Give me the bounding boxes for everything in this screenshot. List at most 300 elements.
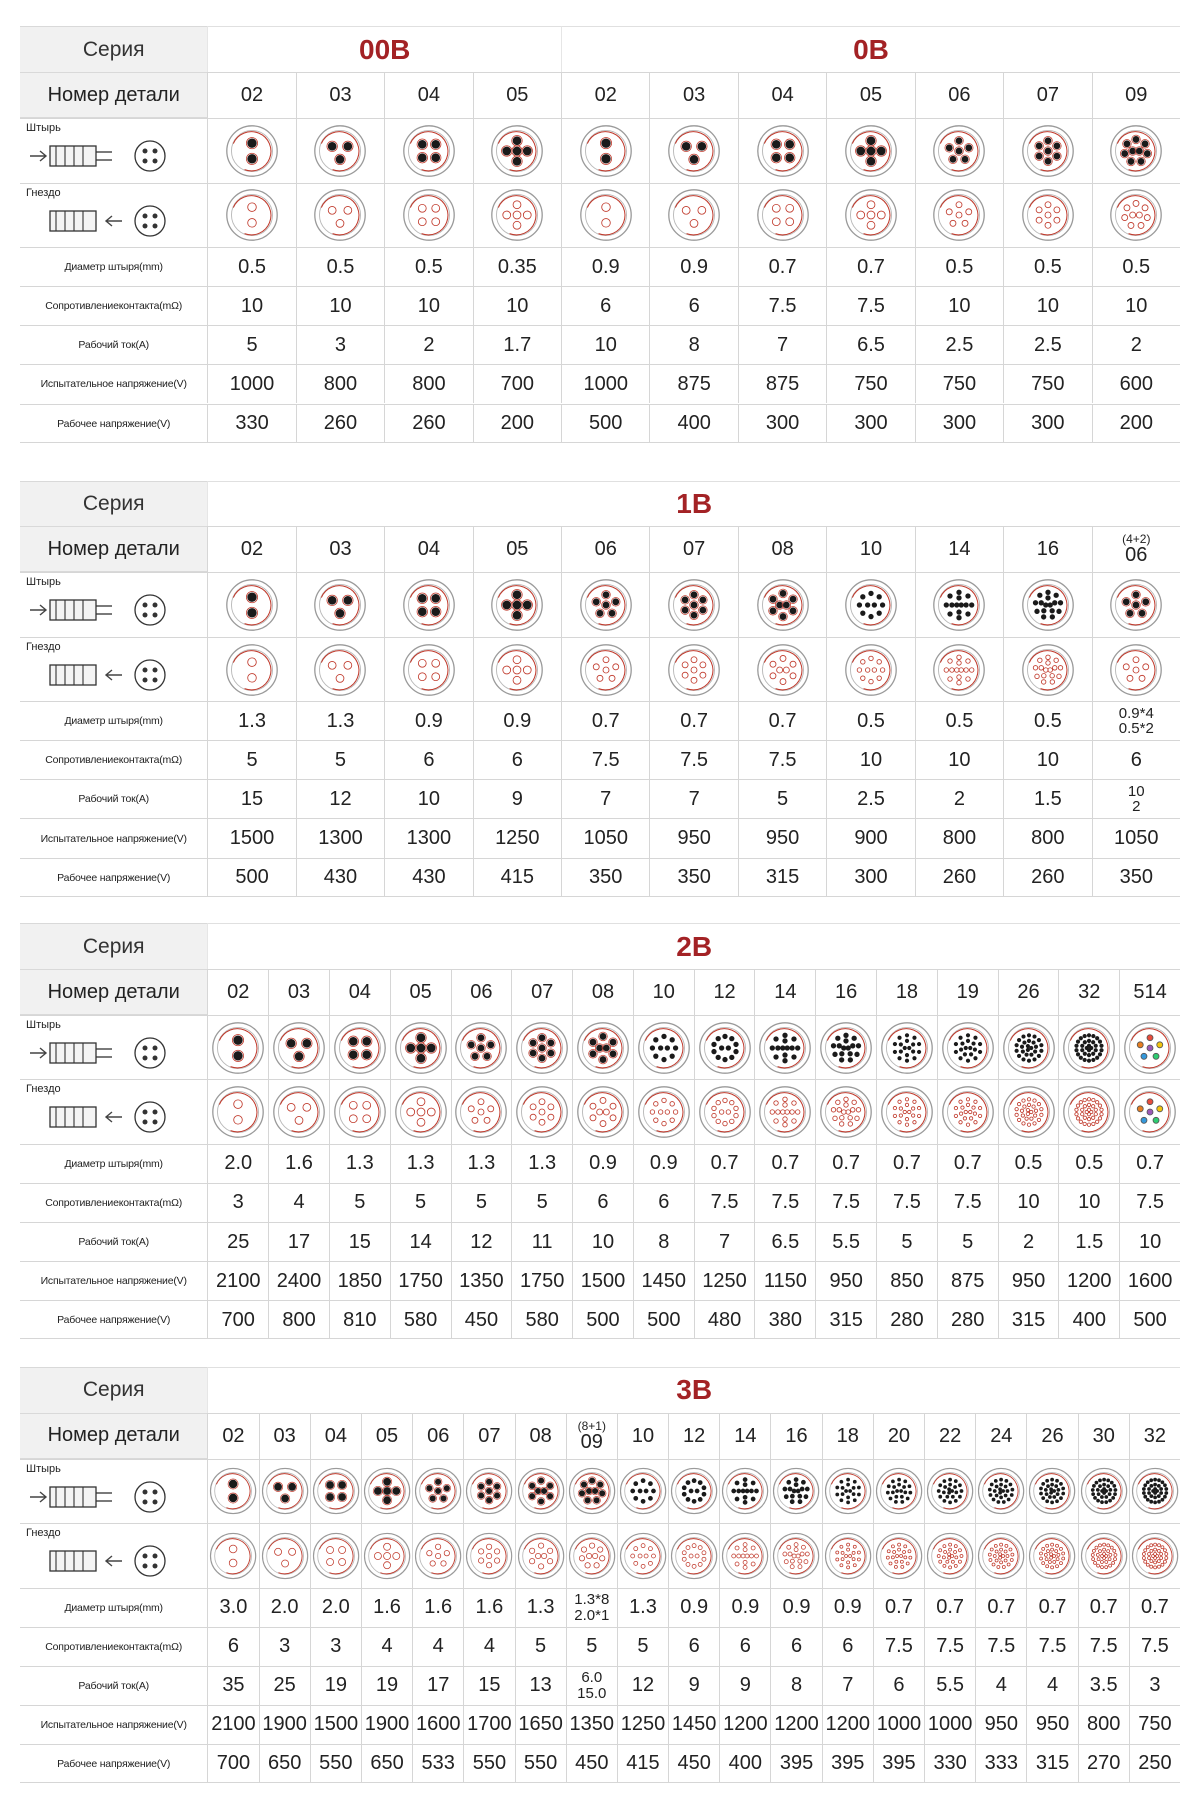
- spec-value: 6: [207, 1627, 258, 1666]
- series-name: 3B: [207, 1367, 1180, 1413]
- spec-value: 35: [207, 1666, 258, 1705]
- pin-face-icon: [514, 1020, 570, 1076]
- pin-label: Штырь: [26, 122, 61, 135]
- socket-face-cell: [268, 1079, 329, 1143]
- spec-value: 1200: [822, 1705, 873, 1744]
- spec-value: 5: [207, 325, 295, 364]
- socket-face-cell: [390, 1079, 451, 1143]
- pin-face-cell: [826, 572, 914, 636]
- series-name: 0B: [561, 26, 1180, 72]
- spec-value: 415: [473, 858, 561, 897]
- pin-face-cell: [384, 118, 472, 182]
- pin-face-cell: [1078, 1459, 1129, 1523]
- pin-face-icon: [567, 1463, 617, 1519]
- pin-face-cell: [719, 1459, 770, 1523]
- spec-value: 10: [296, 286, 384, 325]
- part-number: 32: [1058, 969, 1119, 1015]
- socket-face-cell: [770, 1523, 821, 1587]
- socket-face-icon: [976, 1528, 1026, 1584]
- spec-value: 395: [873, 1744, 924, 1783]
- socket-face-icon: [925, 1528, 975, 1584]
- socket-row-label: [20, 1523, 207, 1587]
- spec-value: 7: [738, 325, 826, 364]
- spec-value: 800: [296, 364, 384, 403]
- series-label: Серия: [20, 481, 207, 527]
- spec-table-3B: [20, 1367, 1180, 1783]
- spec-row-label: Рабочий ток(A): [20, 1666, 207, 1705]
- pin-row-label: [20, 572, 207, 636]
- spec-value: 600: [1092, 364, 1180, 403]
- spec-value: 11: [511, 1222, 572, 1261]
- pin-face-icon: [843, 123, 899, 179]
- spec-value: 280: [876, 1300, 937, 1339]
- pin-face-cell: [511, 1015, 572, 1079]
- socket-face-cell: [826, 637, 914, 701]
- spec-value: 7.5: [738, 286, 826, 325]
- part-number: 16: [815, 969, 876, 1015]
- spec-value: 1200: [770, 1705, 821, 1744]
- spec-value: 1500: [572, 1261, 633, 1300]
- spec-value: 950: [1026, 1705, 1077, 1744]
- socket-face-cell: [561, 183, 649, 247]
- spec-value: 1.3: [296, 701, 384, 740]
- spec-value: 7: [561, 779, 649, 818]
- spec-value: 1650: [515, 1705, 566, 1744]
- spec-row-label: Сопротивлениеконтакта(mΩ): [20, 740, 207, 779]
- spec-value: 3: [259, 1627, 310, 1666]
- spec-value: 0.35: [473, 247, 561, 286]
- socket-face-cell: [915, 183, 1003, 247]
- spec-value: 9: [668, 1666, 719, 1705]
- spec-value: 15: [207, 779, 295, 818]
- part-number-label: Номер детали: [20, 72, 207, 118]
- spec-value: 1.6: [268, 1144, 329, 1183]
- socket-face-icon: [931, 187, 987, 243]
- spec-value: 5: [515, 1627, 566, 1666]
- spec-value: 10: [384, 779, 472, 818]
- socket-face-icon: [1020, 187, 1076, 243]
- pin-face-icon: [1001, 1020, 1057, 1076]
- pin-label: Штырь: [26, 1019, 61, 1032]
- spec-value: 6: [668, 1627, 719, 1666]
- socket-face-icon: [260, 1528, 310, 1584]
- spec-value: 850: [876, 1261, 937, 1300]
- series-label: Серия: [20, 923, 207, 969]
- spec-value: 6: [822, 1627, 873, 1666]
- pin-face-cell: [515, 1459, 566, 1523]
- pin-face-cell: [915, 118, 1003, 182]
- socket-face-icon: [401, 642, 457, 698]
- pin-face-cell: [1129, 1459, 1180, 1523]
- spec-value: 0.9: [770, 1588, 821, 1627]
- table-bottom-border: [20, 442, 1180, 443]
- spec-value: 1.6: [412, 1588, 463, 1627]
- spec-value: 0.5: [296, 247, 384, 286]
- socket-face-cell: [473, 637, 561, 701]
- socket-face-cell: [572, 1079, 633, 1143]
- socket-face-cell: [975, 1523, 1026, 1587]
- spec-value: [1092, 701, 1180, 740]
- socket-face-icon: [578, 642, 634, 698]
- part-number: 05: [826, 72, 914, 118]
- socket-side-view-icon: [26, 199, 176, 239]
- spec-value: 5: [329, 1183, 390, 1222]
- part-number: 02: [207, 526, 295, 572]
- socket-face-icon: [578, 187, 634, 243]
- pin-face-icon: [755, 123, 811, 179]
- spec-value: 5: [207, 740, 295, 779]
- spec-value: 10: [561, 325, 649, 364]
- spec-value: 750: [1129, 1705, 1180, 1744]
- spec-value: 4: [975, 1666, 1026, 1705]
- spec-value: 6: [770, 1627, 821, 1666]
- pin-face-cell: [207, 1459, 258, 1523]
- socket-face-cell: [207, 1079, 268, 1143]
- spec-value: 800: [268, 1300, 329, 1339]
- spec-value: 580: [390, 1300, 451, 1339]
- spec-value: 900: [826, 818, 914, 857]
- socket-face-cell: [473, 183, 561, 247]
- part-number: 04: [384, 526, 472, 572]
- pin-face-cell: [207, 1015, 268, 1079]
- spec-value: 0.7: [873, 1588, 924, 1627]
- spec-table-00B-0B: [20, 26, 1180, 442]
- spec-row-label: Рабочее напряжение(V): [20, 858, 207, 897]
- spec-value: 0.9: [822, 1588, 873, 1627]
- part-number: 02: [561, 72, 649, 118]
- socket-face-cell: [668, 1523, 719, 1587]
- pin-face-cell: [473, 118, 561, 182]
- spec-value: 0.5: [1092, 247, 1180, 286]
- spec-value: 9: [719, 1666, 770, 1705]
- spec-value: 5: [511, 1183, 572, 1222]
- socket-face-cell: [822, 1523, 873, 1587]
- socket-face-icon: [224, 187, 280, 243]
- pin-face-cell: [296, 572, 384, 636]
- pin-face-icon: [464, 1463, 514, 1519]
- part-number: 06: [451, 969, 512, 1015]
- spec-value: 4: [268, 1183, 329, 1222]
- spec-value: 1200: [719, 1705, 770, 1744]
- spec-value: 1050: [1092, 818, 1180, 857]
- spec-value: 7.5: [1078, 1627, 1129, 1666]
- socket-face-cell: [561, 637, 649, 701]
- spec-value: 10: [572, 1222, 633, 1261]
- spec-value: 500: [1119, 1300, 1180, 1339]
- pin-face-cell: [754, 1015, 815, 1079]
- spec-value: 480: [694, 1300, 755, 1339]
- spec-value: 0.5: [915, 247, 1003, 286]
- socket-face-icon: [879, 1084, 935, 1140]
- table-bottom-border: [20, 1338, 1180, 1339]
- spec-value: 1.5: [1003, 779, 1091, 818]
- spec-value: 800: [384, 364, 472, 403]
- value-line: 2: [1132, 798, 1141, 816]
- spec-row-label: Рабочий ток(A): [20, 325, 207, 364]
- part-number: 03: [649, 72, 737, 118]
- spec-value: 0.9: [668, 1588, 719, 1627]
- pin-face-cell: [566, 1459, 617, 1523]
- socket-face-icon: [755, 642, 811, 698]
- pin-face-cell: [738, 118, 826, 182]
- socket-face-icon: [567, 1528, 617, 1584]
- spec-value: 0.9: [719, 1588, 770, 1627]
- spec-value: 0.9: [633, 1144, 694, 1183]
- part-number: 08: [515, 1413, 566, 1459]
- pin-face-cell: [738, 572, 826, 636]
- pin-face-cell: [998, 1015, 1059, 1079]
- spec-value: 10: [1003, 740, 1091, 779]
- pin-face-cell: [975, 1459, 1026, 1523]
- spec-value: 400: [1058, 1300, 1119, 1339]
- pin-side-view-icon: [26, 134, 176, 174]
- spec-value: 750: [1003, 364, 1091, 403]
- part-number: 03: [296, 72, 384, 118]
- part-number: 04: [738, 72, 826, 118]
- spec-value: 1000: [873, 1705, 924, 1744]
- socket-face-icon: [1001, 1084, 1057, 1140]
- spec-value: 0.7: [815, 1144, 876, 1183]
- pin-face-cell: [873, 1459, 924, 1523]
- spec-value: [566, 1666, 617, 1705]
- spec-value: 550: [515, 1744, 566, 1783]
- socket-face-cell: [826, 183, 914, 247]
- spec-value: 395: [770, 1744, 821, 1783]
- pin-face-cell: [296, 118, 384, 182]
- value-line: 6.0: [581, 1669, 603, 1687]
- spec-value: 315: [738, 858, 826, 897]
- part-number: 03: [268, 969, 329, 1015]
- spec-value: 1250: [617, 1705, 668, 1744]
- spec-value: 700: [207, 1300, 268, 1339]
- spec-value: 3: [1129, 1666, 1180, 1705]
- spec-value: 1.7: [473, 325, 561, 364]
- spec-value: 950: [649, 818, 737, 857]
- spec-value: 1.3: [451, 1144, 512, 1183]
- value-line: 15.0: [577, 1684, 607, 1702]
- pin-face-icon: [940, 1020, 996, 1076]
- pin-face-icon: [843, 577, 899, 633]
- socket-face-cell: [694, 1079, 755, 1143]
- socket-face-icon: [940, 1084, 996, 1140]
- spec-value: 0.7: [876, 1144, 937, 1183]
- socket-face-cell: [998, 1079, 1059, 1143]
- pin-face-icon: [1020, 123, 1076, 179]
- spec-value: 12: [451, 1222, 512, 1261]
- pin-face-cell: [617, 1459, 668, 1523]
- socket-side-view-icon: [26, 1095, 176, 1135]
- pin-face-icon: [489, 577, 545, 633]
- socket-face-icon: [1122, 1084, 1178, 1140]
- pin-face-icon: [332, 1020, 388, 1076]
- part-number: 12: [668, 1413, 719, 1459]
- spec-value: 7.5: [738, 740, 826, 779]
- spec-value: 15: [329, 1222, 390, 1261]
- part-number: 07: [463, 1413, 514, 1459]
- socket-face-cell: [463, 1523, 514, 1587]
- pin-face-icon: [489, 123, 545, 179]
- spec-value: 1000: [924, 1705, 975, 1744]
- pin-face-cell: [463, 1459, 514, 1523]
- part-number: 06: [412, 1413, 463, 1459]
- spec-value: 6: [649, 286, 737, 325]
- socket-face-icon: [208, 1528, 258, 1584]
- pin-face-icon: [771, 1463, 821, 1519]
- pin-face-icon: [818, 1020, 874, 1076]
- spec-value: 7.5: [754, 1183, 815, 1222]
- part-number: 07: [649, 526, 737, 572]
- socket-face-icon: [453, 1084, 509, 1140]
- spec-value: 3: [296, 325, 384, 364]
- spec-value: 10: [384, 286, 472, 325]
- pin-face-icon: [578, 123, 634, 179]
- socket-face-cell: [1078, 1523, 1129, 1587]
- spec-value: 380: [754, 1300, 815, 1339]
- socket-face-cell: [412, 1523, 463, 1587]
- socket-label: Гнездо: [26, 640, 61, 653]
- spec-value: 280: [937, 1300, 998, 1339]
- spec-value: 500: [572, 1300, 633, 1339]
- spec-value: 4: [361, 1627, 412, 1666]
- spec-value: 430: [296, 858, 384, 897]
- spec-value: 7.5: [1026, 1627, 1077, 1666]
- spec-value: 2: [915, 779, 1003, 818]
- spec-value: 19: [361, 1666, 412, 1705]
- spec-value: 300: [826, 858, 914, 897]
- spec-value: 1.3: [617, 1588, 668, 1627]
- spec-value: 4: [1026, 1666, 1077, 1705]
- pin-face-icon: [393, 1020, 449, 1076]
- spec-value: 1500: [310, 1705, 361, 1744]
- part-number: [566, 1413, 617, 1459]
- pin-face-cell: [668, 1459, 719, 1523]
- spec-value: 1050: [561, 818, 649, 857]
- pin-face-cell: [390, 1015, 451, 1079]
- pin-face-cell: [822, 1459, 873, 1523]
- socket-face-cell: [207, 637, 295, 701]
- spec-value: 1.6: [361, 1588, 412, 1627]
- spec-value: 6: [719, 1627, 770, 1666]
- part-number: 02: [207, 969, 268, 1015]
- socket-face-icon: [362, 1528, 412, 1584]
- socket-face-cell: [754, 1079, 815, 1143]
- spec-value: 2: [384, 325, 472, 364]
- socket-face-cell: [649, 637, 737, 701]
- spec-value: 300: [1003, 404, 1091, 443]
- pin-face-icon: [312, 577, 368, 633]
- spec-value: 7.5: [649, 740, 737, 779]
- spec-value: 1250: [694, 1261, 755, 1300]
- spec-value: 333: [975, 1744, 1026, 1783]
- spec-value: 0.7: [937, 1144, 998, 1183]
- spec-value: 0.9: [649, 247, 737, 286]
- socket-face-icon: [1061, 1084, 1117, 1140]
- pin-face-icon: [401, 123, 457, 179]
- pin-face-icon: [453, 1020, 509, 1076]
- socket-face-icon: [843, 642, 899, 698]
- pin-face-icon: [311, 1463, 361, 1519]
- spec-row-label: Диаметр штыря(mm): [20, 247, 207, 286]
- spec-value: 500: [633, 1300, 694, 1339]
- pin-face-icon: [224, 577, 280, 633]
- pin-face-icon: [210, 1020, 266, 1076]
- pin-row-label: [20, 118, 207, 182]
- spec-value: 1.3: [329, 1144, 390, 1183]
- value-line: 0.5*2: [1118, 720, 1154, 738]
- part-number: 05: [473, 526, 561, 572]
- spec-value: 1450: [633, 1261, 694, 1300]
- pin-face-cell: [815, 1015, 876, 1079]
- socket-face-cell: [738, 183, 826, 247]
- pin-face-icon: [1108, 577, 1164, 633]
- spec-value: 415: [617, 1744, 668, 1783]
- spec-value: 1900: [361, 1705, 412, 1744]
- pin-face-cell: [259, 1459, 310, 1523]
- socket-face-icon: [575, 1084, 631, 1140]
- spec-value: 450: [668, 1744, 719, 1783]
- pin-face-cell: [649, 572, 737, 636]
- part-number-value: 09: [580, 1430, 603, 1453]
- spec-value: 0.5: [207, 247, 295, 286]
- spec-value: 7.5: [873, 1627, 924, 1666]
- spec-value: 875: [937, 1261, 998, 1300]
- socket-face-cell: [873, 1523, 924, 1587]
- socket-face-cell: [1058, 1079, 1119, 1143]
- spec-value: 0.7: [1078, 1588, 1129, 1627]
- part-number: 30: [1078, 1413, 1129, 1459]
- part-number: 06: [561, 526, 649, 572]
- part-number: 26: [1026, 1413, 1077, 1459]
- socket-face-cell: [566, 1523, 617, 1587]
- pin-face-icon: [755, 577, 811, 633]
- pin-face-icon: [697, 1020, 753, 1076]
- pin-face-icon: [636, 1020, 692, 1076]
- pin-face-icon: [1061, 1020, 1117, 1076]
- pin-face-icon: [578, 577, 634, 633]
- spec-value: 5: [937, 1222, 998, 1261]
- spec-value: 0.7: [561, 701, 649, 740]
- pin-face-cell: [1119, 1015, 1180, 1079]
- pin-face-icon: [931, 123, 987, 179]
- socket-row-label: [20, 637, 207, 701]
- spec-value: 500: [561, 404, 649, 443]
- spec-row-label: Диаметр штыря(mm): [20, 1144, 207, 1183]
- spec-value: 10: [1092, 286, 1180, 325]
- part-number: 14: [719, 1413, 770, 1459]
- socket-face-cell: [296, 183, 384, 247]
- spec-value: 1.3: [207, 701, 295, 740]
- spec-value: 200: [1092, 404, 1180, 443]
- spec-value: 300: [738, 404, 826, 443]
- pin-row-label: [20, 1015, 207, 1079]
- pin-face-icon: [1108, 123, 1164, 179]
- part-number: 02: [207, 72, 295, 118]
- part-number: 18: [822, 1413, 873, 1459]
- part-number: 02: [207, 1413, 258, 1459]
- spec-value: 1.3: [515, 1588, 566, 1627]
- pin-face-cell: [937, 1015, 998, 1079]
- pin-face-icon: [879, 1020, 935, 1076]
- socket-face-cell: [310, 1523, 361, 1587]
- socket-face-icon: [514, 1084, 570, 1140]
- socket-face-icon: [666, 642, 722, 698]
- socket-side-view-icon: [26, 653, 176, 693]
- spec-value: 10: [826, 740, 914, 779]
- spec-value: 6: [561, 286, 649, 325]
- spec-value: 2.0: [259, 1588, 310, 1627]
- spec-value: 7.5: [975, 1627, 1026, 1666]
- pin-face-icon: [976, 1463, 1026, 1519]
